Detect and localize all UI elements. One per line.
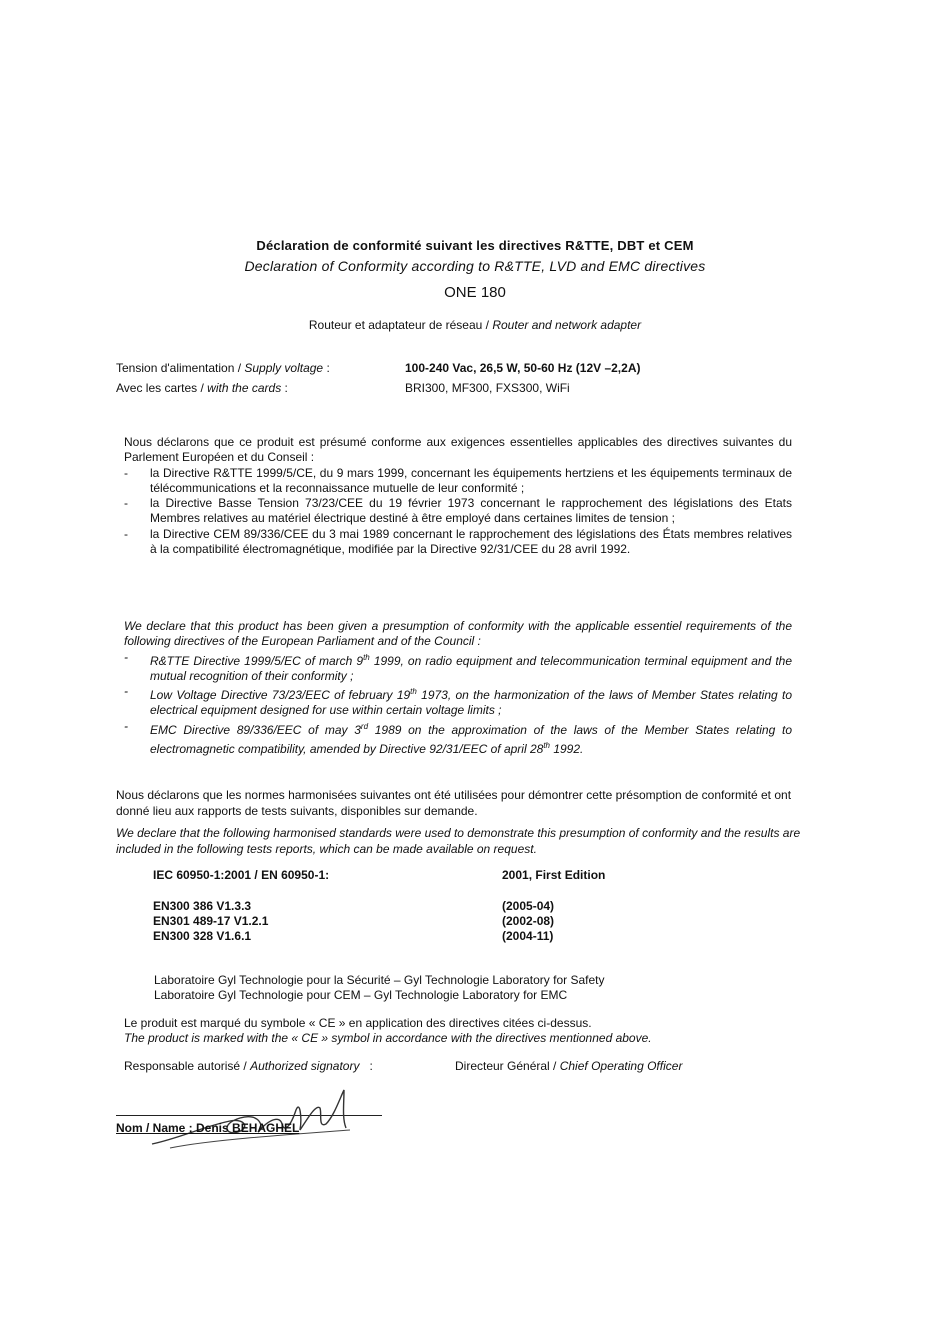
ordinal-suffix: th [410,687,417,697]
signatory-label [124,1058,373,1074]
signatory-label-fr: Responsable autorisé / [124,1059,251,1073]
ce-marking-en: The product is marked with the « CE » symbol in accordance with the directives mentionned above. [124,1031,652,1045]
standard-name: EN300 386 V1.3.3 [153,899,252,913]
standard-name: IEC 60950-1:2001 / EN 60950-1: [153,868,330,882]
directive-text: EMC Directive 89/336/EEC of may 3 [150,722,361,737]
ordinal-suffix: rd [360,721,369,731]
lab-safety: Laboratoire Gyl Technologie pour la Sécurité – Gyl Technologie Laboratory for Safety [154,973,605,987]
signatory-label-sep: : [359,1059,373,1073]
standard-edition: (2005-04) [502,899,555,913]
product-description [0,318,950,332]
standard-edition: (2002-08) [502,914,555,928]
signatory-label-en: Authorized signatory [250,1059,360,1073]
directive-item-en [124,719,792,758]
directive-item-fr: - la Directive R&TTE 1999/5/CE, du 9 mars 1999, concernant les équipements hertziens et les équipements terminaux de télécommunications et la reconnaissance mutuelle de leur conformité ; [124,466,792,497]
voltage-label [116,361,330,375]
standard-edition: 2001, First Edition [502,868,606,882]
signatory-name: Nom / Name : Denis BEHAGHEL [116,1121,300,1135]
voltage-label-fr: Tension d'alimentation / [116,361,245,375]
voltage-value: 100-240 Vac, 26,5 W, 50-60 Hz (12V –2,2A) [405,361,641,375]
signatory-role-en: Chief Operating Officer [559,1059,683,1073]
directive-text: 1989 on the approximation of the laws of the Member States relating to electromagnetic compatibility, amended by Directive 92/31/EEC of april 28 [150,722,792,757]
declaration-english-intro: We declare that this product has been given a presumption of conformity with the applicable essentiel requirements of the following directives of the European Parliament and of the Council : [124,619,792,649]
voltage-label-en: Supply voltage [244,361,324,375]
standard-edition: (2004-11) [502,929,554,943]
ce-marking-fr: Le produit est marqué du symbole « CE » en application des directives citées ci-dessus. [124,1016,592,1030]
directive-item-en [124,650,792,685]
standards-intro-fr: Nous déclarons que les normes harmonisées suivantes ont été utilisées pour démontrer cette présomption de conformité et ont donné lieu aux rapports de tests suivants, disponibles sur demande. [116,788,792,818]
voltage-label-sep: : [323,361,330,375]
cards-value: BRI300, MF300, FXS300, WiFi [405,381,570,395]
product-description-en: Router and network adapter [492,318,642,332]
directive-item-fr: - la Directive CEM 89/336/CEE du 3 mai 1989 concernant le rapprochement des législations des États membres relatives à la compatibilité électromagnétique, modifiée par la Directive 92/31/CEE du 28 avril 1992. [124,527,792,558]
standard-name: EN300 328 V1.6.1 [153,929,252,943]
directive-text: Low Voltage Directive 73/23/EEC of february 19 [150,688,411,703]
directive-text: 1992. [549,742,584,757]
product-name: ONE 180 [444,284,506,301]
directive-text: R&TTE Directive 1999/5/EC of march 9 [150,653,364,668]
ordinal-suffix: th [363,652,370,662]
lab-emc: Laboratoire Gyl Technologie pour CEM – Gyl Technologie Laboratory for EMC [154,988,568,1002]
directive-text: 1999, on radio equipment and telecommunication terminal equipment and the mutual recognition of their conformity ; [150,653,792,683]
declaration-english [124,619,792,757]
directive-list-fr [124,466,792,558]
signatory-role-fr: Directeur Général / [455,1059,560,1073]
directive-item-en [124,684,792,719]
directive-list-en [124,650,792,758]
signatory-role [455,1058,682,1074]
product-description-fr: Routeur et adaptateur de réseau / [308,318,493,332]
directive-item-fr: - la Directive Basse Tension 73/23/CEE du 19 février 1973 concernant le rapprochement des législations des Etats Membres relatives au matériel électrique destiné à être employé dans certaines limites de tension ; [124,496,792,527]
standard-name: EN301 489-17 V1.2.1 [153,914,269,928]
cards-label-fr: Avec les cartes / [116,381,208,395]
declaration-french [124,435,792,557]
directive-text: 1973, on the harmonization of the laws of Member States relating to electrical equipment designed for use within certain voltage limits ; [150,688,792,718]
title-english: Declaration of Conformity according to R&TTE, LVD and EMC directives [244,258,706,274]
standards-intro [116,787,806,857]
ordinal-suffix: th [543,741,550,751]
title-french: Déclaration de conformité suivant les directives R&TTE, DBT et CEM [256,238,694,253]
handwritten-signature [150,1088,360,1152]
declaration-french-intro: Nous déclarons que ce produit est présumé conforme aux exigences essentielles applicables des directives suivantes du Parlement Européen et du Conseil : [124,435,792,465]
cards-label [116,381,288,395]
cards-label-en: with the cards [207,381,282,395]
standards-intro-en: We declare that the following harmonised standards were used to demonstrate this presumption of conformity and the results are included in the following tests reports, which can be made available on request. [116,826,801,856]
cards-label-sep: : [281,381,288,395]
